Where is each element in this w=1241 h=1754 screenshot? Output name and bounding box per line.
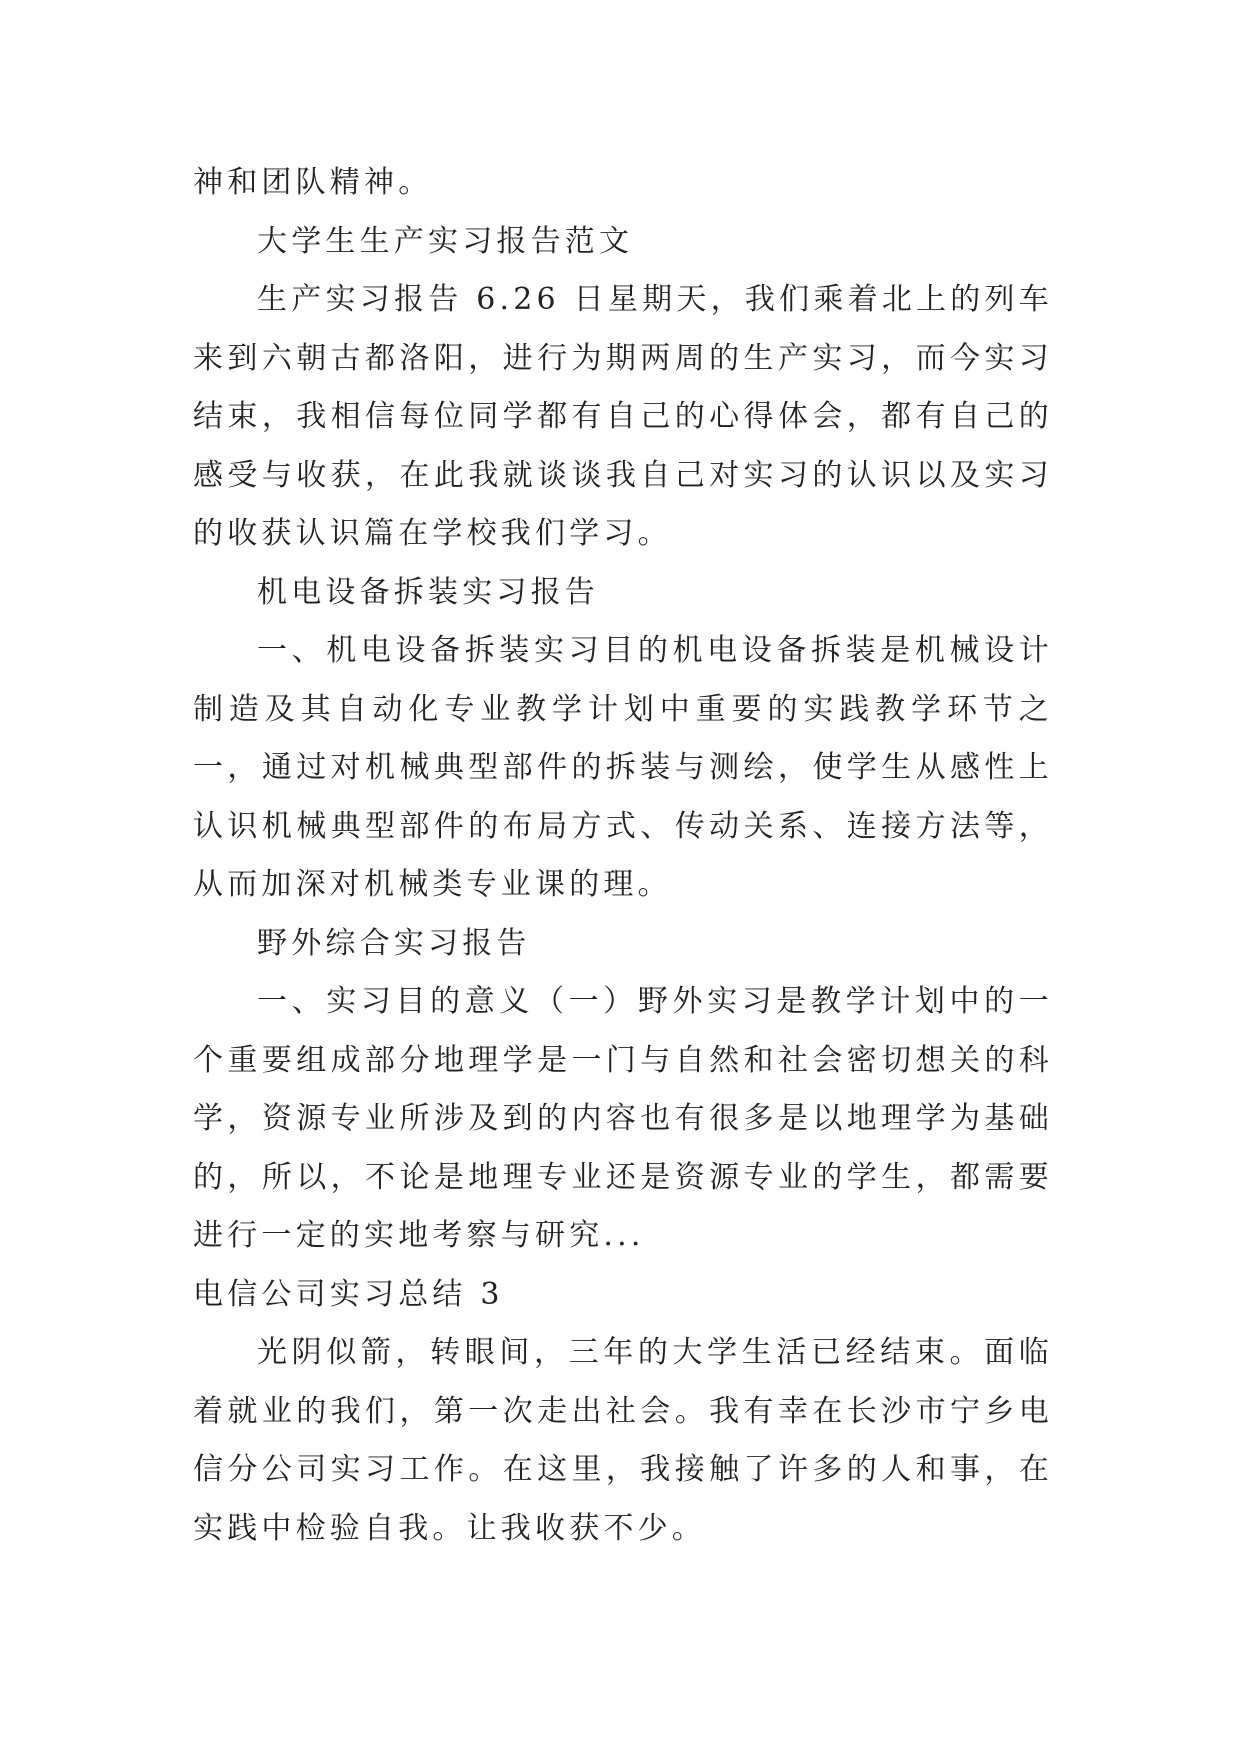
document-body xyxy=(193,154,1053,1558)
paragraph-continuation: 神和团队精神。 xyxy=(193,165,433,200)
paragraph-production-report: 生产实习报告 6.26 日星期天，我们乘着北上的列车来到六朝古都洛阳，进行为期两周的生产实习，而今实习结束，我相信每位同学都有自己的心得体会，都有自己的感受与收获，在此我就谈谈我自己对实习的认识以及实习的收获认识篇在学校我们学习。 xyxy=(193,282,1053,551)
paragraph-field-report: 一、实习目的意义（一）野外实习是教学计划中的一个重要组成部分地理学是一门与自然和社会密切想关的科学，资源专业所涉及到的内容也有很多是以地理学为基础的，所以，不论是地理专业还是资源专业的学生，都需要进行一定的实地考察与研究... xyxy=(193,984,1053,1253)
section-title-telecom-summary: 电信公司实习总结 3 xyxy=(193,1276,504,1312)
paragraph-telecom-summary: 光阴似箭，转眼间，三年的大学生活已经结束。面临着就业的我们，第一次走出社会。我有幸在长沙市宁乡电信分公司实习工作。在这里，我接触了许多的人和事，在实践中检验自我。让我收获不少。 xyxy=(193,1335,1053,1546)
section-title-electromechanical-report: 机电设备拆装实习报告 xyxy=(257,574,599,610)
section-title-field-report: 野外综合实习报告 xyxy=(257,925,531,961)
section-title-production-report: 大学生生产实习报告范文 xyxy=(257,223,634,259)
paragraph-electromechanical-report: 一、机电设备拆装实习目的机电设备拆装是机械设计制造及其自动化专业教学计划中重要的实践教学环节之一，通过对机械典型部件的拆装与测绘，使学生从感性上认识机械典型部件的布局方式、传动关系、连接方法等，从而加深对机械类专业课的理。 xyxy=(193,633,1053,902)
